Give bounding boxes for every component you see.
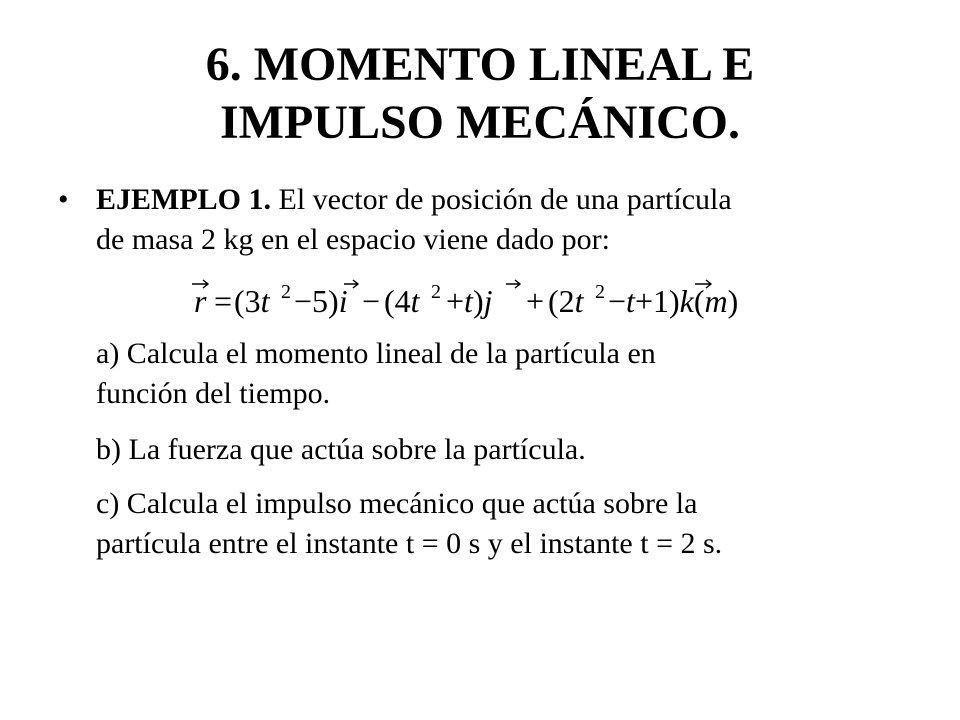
position-vector-equation	[190, 274, 790, 326]
example-label: EJEMPLO 1.	[96, 183, 272, 216]
title-line-1: 6. MOMENTO LINEAL E	[205, 38, 755, 91]
question-a	[96, 334, 896, 414]
eq-term-3: (2t	[548, 283, 584, 319]
eq-term-1b: −5)i	[294, 283, 348, 319]
question-a-line-2: función del tiempo.	[96, 377, 331, 410]
example-intro-line-1	[96, 180, 896, 220]
eq-exp-3: 2	[595, 281, 605, 303]
equation-svg	[190, 274, 790, 326]
eq-term-1: (3t	[234, 283, 270, 319]
eq-exp-1: 2	[281, 281, 291, 303]
question-c-line-1: c) Calcula el impulso mecánico que actúa sobre la	[96, 487, 698, 520]
eq-plus-1: +	[526, 283, 545, 319]
eq-exp-2: 2	[431, 281, 441, 303]
question-b: b) La fuerza que actúa sobre la partícula.	[96, 433, 586, 466]
example-intro-text: El vector de posición de una partícula	[271, 183, 732, 216]
example-intro-line-2: de masa 2 kg en el espacio viene dado por:	[96, 223, 610, 256]
bullet-marker: •	[58, 183, 69, 216]
question-c	[96, 484, 896, 564]
eq-term-2b: +t)j	[446, 283, 493, 319]
eq-term-2: (4t	[384, 283, 420, 319]
question-a-line-1: a) Calcula el momento lineal de la partícula en	[96, 337, 656, 370]
title-line-2: IMPULSO MECÁNICO.	[219, 96, 740, 149]
eq-term-3b: −t+1)k(m)	[608, 283, 739, 319]
eq-minus-1: −	[362, 283, 381, 319]
vector-arrow-icon	[506, 280, 520, 288]
example-intro	[96, 180, 896, 260]
eq-equals: =	[214, 283, 233, 319]
slide-title	[0, 36, 960, 152]
question-c-line-2: partícula entre el instante t = 0 s y el instante t = 2 s.	[96, 527, 723, 560]
eq-r: r	[194, 283, 207, 319]
